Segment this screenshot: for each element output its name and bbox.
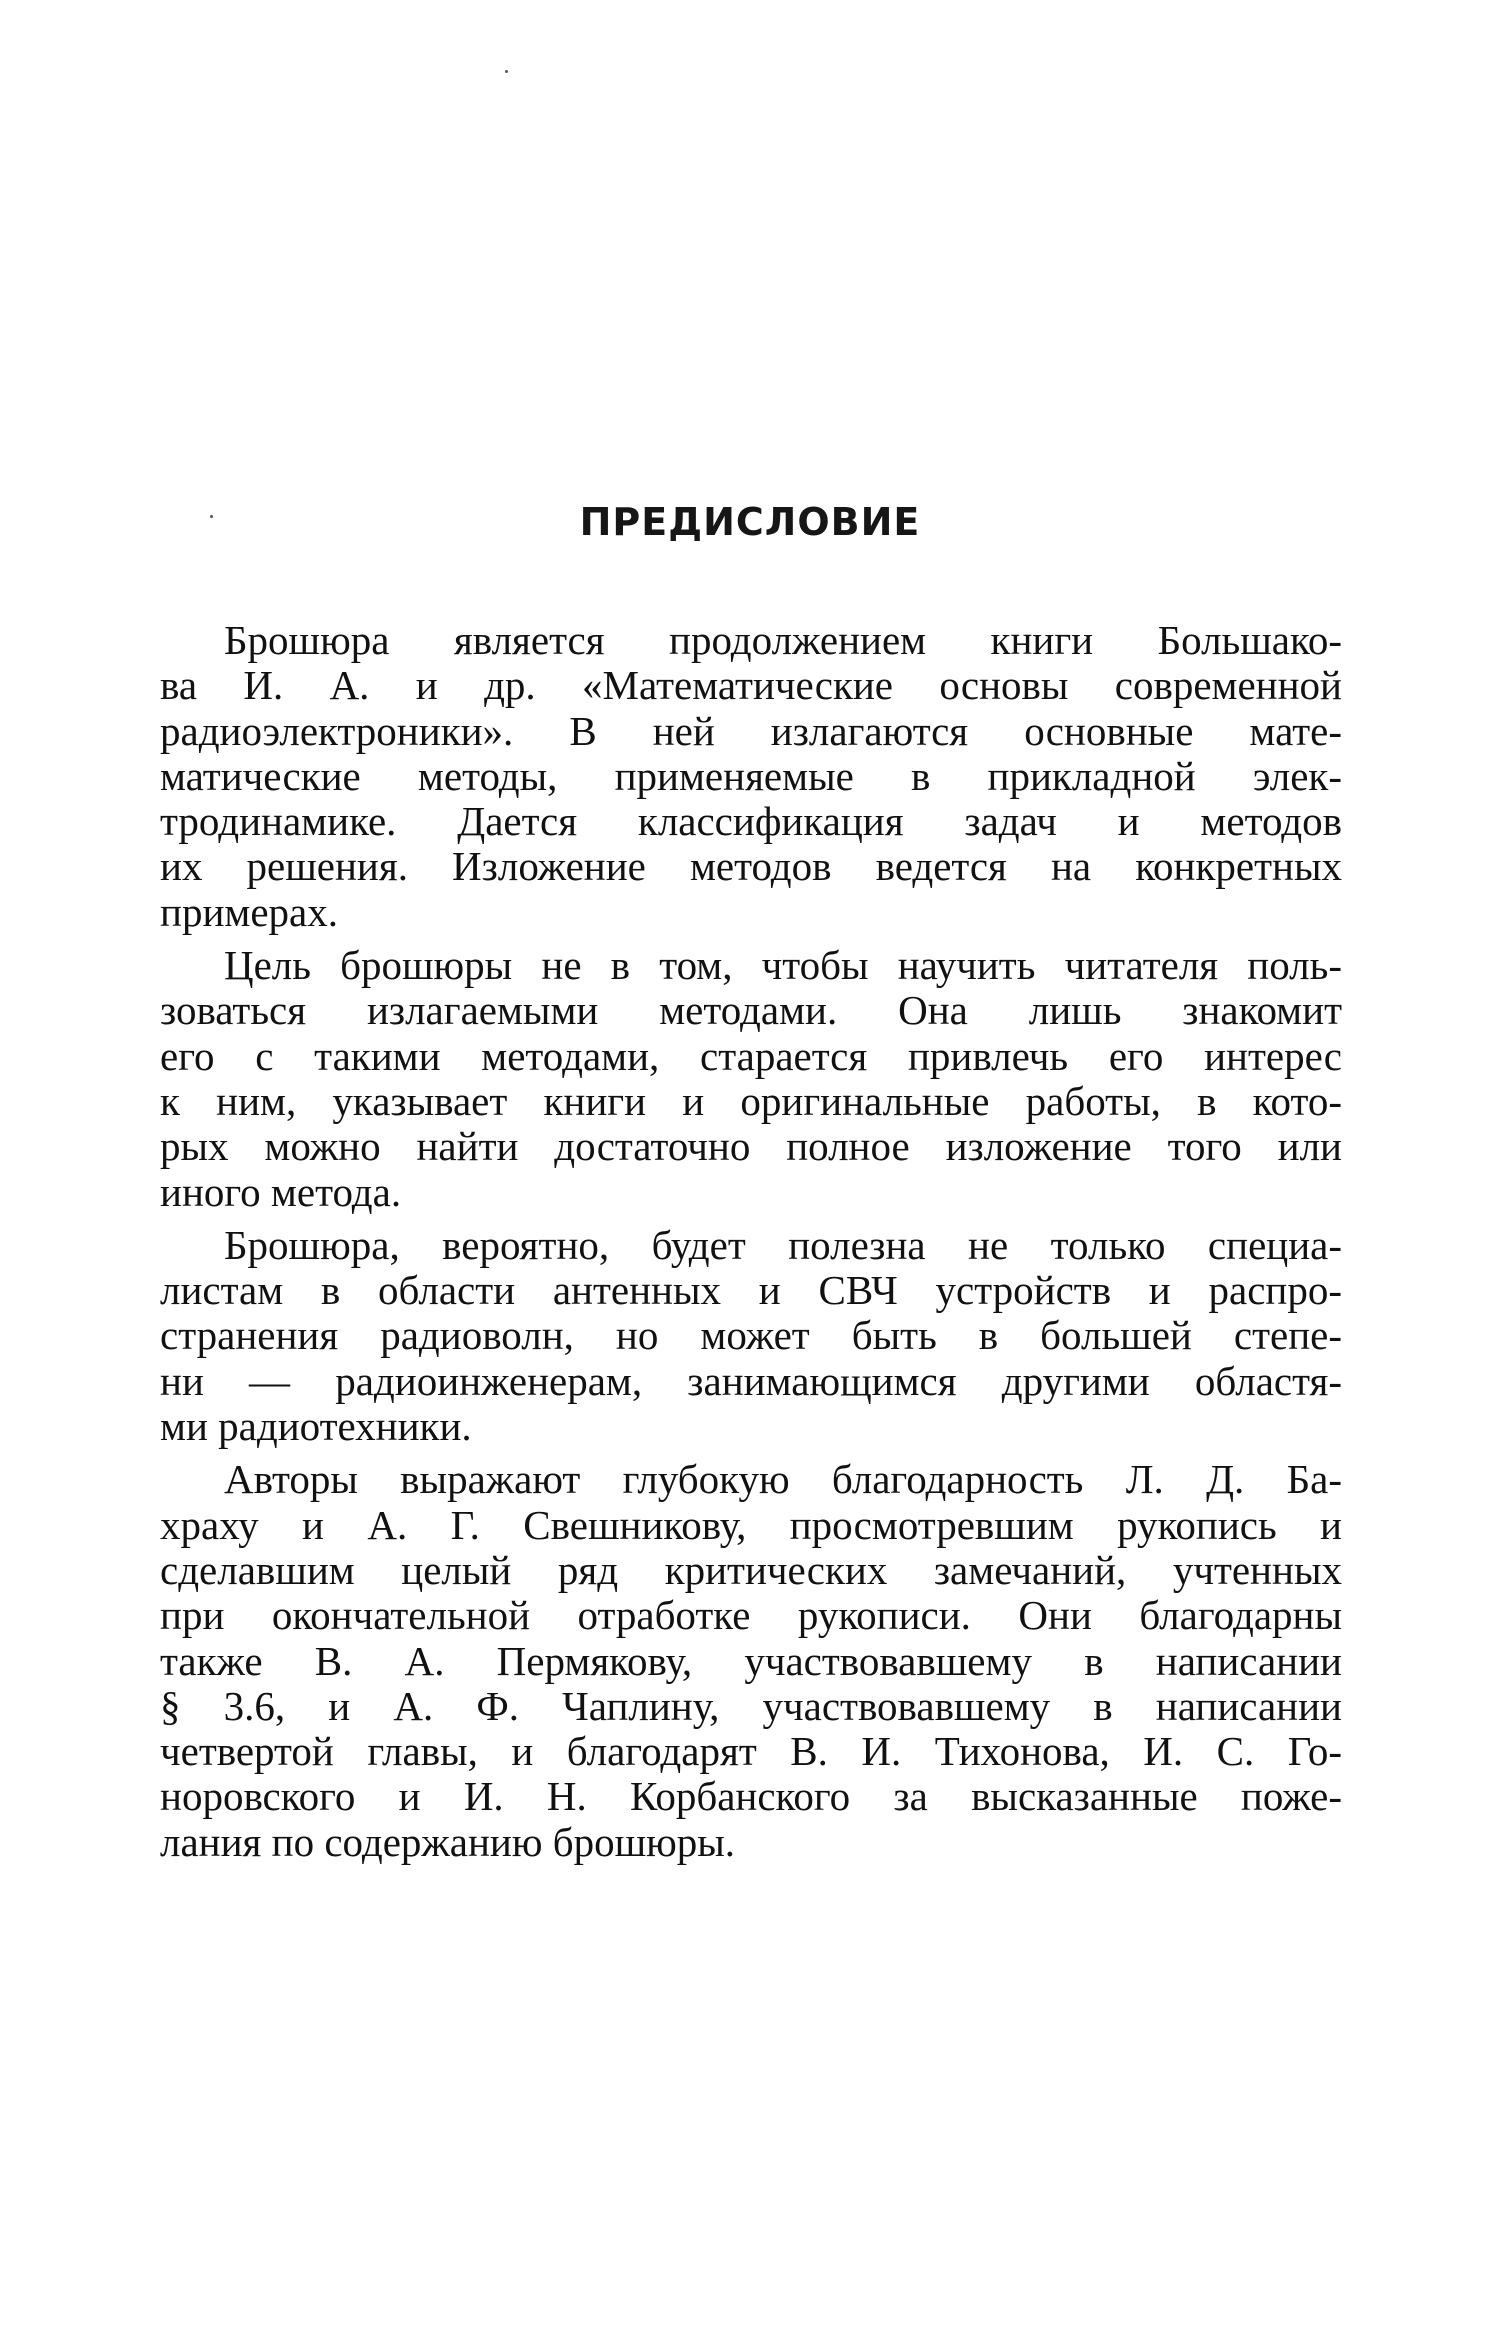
text-line: сделавшим целый ряд критических замечаний, учтенных (160, 1546, 1342, 1593)
text-line: также В. А. Пермякову, участвовавшему в написании (160, 1637, 1342, 1684)
text-line: при окончательной отработке рукописи. Они благодарны (160, 1592, 1342, 1639)
text-line: норовского и И. Н. Корбанского за высказанные поже- (160, 1773, 1342, 1820)
text-line: матические методы, применяемые в прикладной элек- (160, 752, 1342, 799)
text-line: радиоэлектроники». В ней излагаются основные мате- (160, 707, 1342, 754)
scan-speck (505, 70, 508, 73)
text-line: храху и А. Г. Свешникову, просмотревшим рукопись и (160, 1501, 1342, 1548)
text-line: ми радиотехники. (160, 1403, 472, 1450)
text-line: его с такими методами, старается привлечь его интерес (160, 1032, 1342, 1079)
text-line: Авторы выражают глубокую благодарность Л. Д. Ба- (224, 1456, 1342, 1503)
text-line: листам в области антенных и СВЧ устройств и распро- (160, 1267, 1342, 1314)
text-line: ва И. А. и др. «Математические основы современной (160, 662, 1342, 709)
text-line: четвертой главы, и благодарят В. И. Тихонова, И. С. Го- (160, 1728, 1342, 1775)
text-line: странения радиоволн, но может быть в большей степе- (160, 1312, 1342, 1359)
text-line: иного метода. (160, 1168, 402, 1215)
text-line: Цель брошюры не в том, чтобы научить читателя поль- (224, 942, 1342, 989)
text-line: Брошюра является продолжением книги Большако- (224, 617, 1342, 663)
preface-body (160, 618, 1342, 1873)
text-line: тродинамике. Дается классификация задач и методов (160, 798, 1342, 845)
paragraph-2 (160, 943, 1342, 1215)
text-line: рых можно найти достаточно полное изложение того или (160, 1123, 1342, 1170)
text-line: § 3.6, и А. Ф. Чаплину, участвовавшему в написании (160, 1682, 1342, 1729)
paragraph-4 (160, 1457, 1342, 1865)
paragraph-3 (160, 1223, 1342, 1449)
text-line: примерах. (160, 888, 338, 935)
text-line: Брошюра, вероятно, будет полезна не только специа- (224, 1221, 1342, 1268)
text-line: их решения. Изложение методов ведется на конкретных (160, 843, 1342, 890)
page-title: ПРЕДИСЛОВИЕ (579, 500, 921, 544)
text-line: к ним, указывает книги и оригинальные работы, в кото- (160, 1077, 1342, 1124)
text-line: лания по содержанию брошюры. (160, 1818, 736, 1865)
text-line: ни — радиоинженерам, занимающимся другими областя- (160, 1357, 1342, 1404)
paragraph-1 (160, 618, 1342, 935)
text-line: зоваться излагаемыми методами. Она лишь знакомит (160, 987, 1342, 1034)
